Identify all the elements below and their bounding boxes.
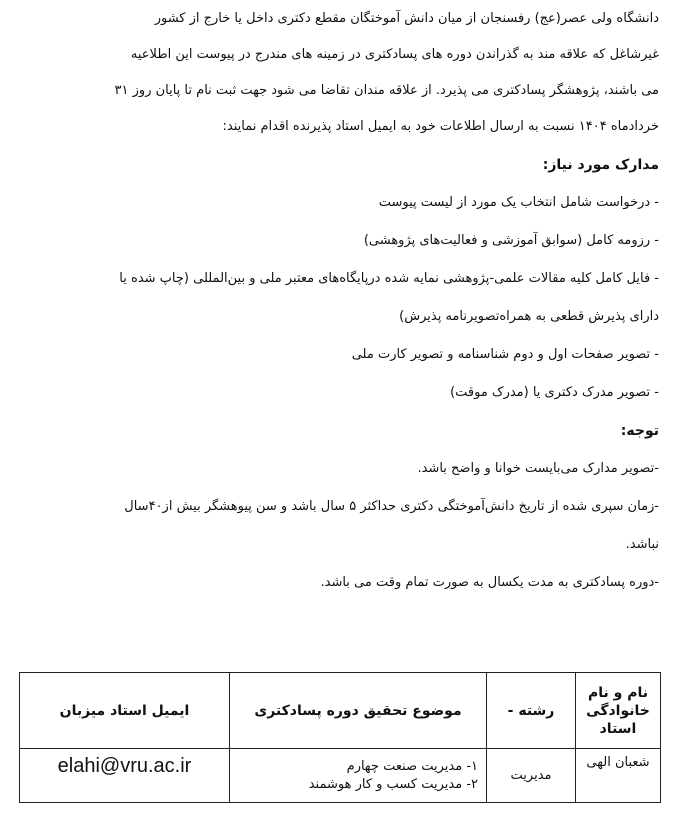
supervisor-field: مدیریت [487,749,576,803]
document-item: - درخواست شامل انتخاب یک مورد از لیست پیوست [378,195,659,210]
host-email-link[interactable]: elahi@vru.ac.ir [57,755,192,777]
note-item: -زمان سپری شده از تاریخ دانش‌آموختگی دکتری حداکثر ۵ سال باشد و سن پیوهشگر بیش از۴۰سال [124,499,659,514]
intro-line: خردادماه ۱۴۰۴ نسبت به ارسال اطلاعات خود به ایمیل استاد پذیرنده اقدام نمایند: [222,119,659,134]
documents-heading: مدارک مورد نیاز: [542,157,659,173]
note-item: نباشد. [625,537,659,552]
notes-heading: توجه: [620,423,659,439]
research-topics [230,749,487,803]
intro-line: می باشند، پژوهشگر پسادکتری می پذیرد. از علاقه مندان تقاضا می شود جهت ثبت نام تا پایان روز ۳۱ [114,83,659,98]
host-email-cell [20,749,230,803]
table-row [20,749,661,803]
header-email: ایمیل استاد میزبان [20,673,230,749]
document-item: - تصویر صفحات اول و دوم شناسنامه و تصویر کارت ملی [351,347,659,362]
header-topic: موضوع تحقیق دوره پسادکتری [230,673,487,749]
topic-item: ۱- مدیریت صنعت چهارم [346,758,478,774]
intro-line: دانشگاه ولی عصر(عج) رفسنجان از میان دانش آموختگان مقطع دکتری داخل یا خارج از کشور [154,11,659,26]
note-item: -دوره پسادکتری به مدت یکسال به صورت تمام وقت می باشد. [320,575,659,590]
document-item: - رزومه کامل (سوابق آموزشی و فعالیت‌های پژوهشی) [363,233,659,248]
topic-item: ۲- مدیریت کسب و کار هوشمند [308,776,478,792]
supervisor-table [19,672,661,803]
document-item: - تصویر مدرک دکتری یا (مدرک موقت) [450,385,659,400]
header-name: نام و نام خانوادگی استاد [576,673,661,749]
note-item: -تصویر مدارک می‌بایست خوانا و واضح باشد. [417,461,659,476]
intro-line: غیرشاغل که علاقه مند به گذراندن دوره های پسادکتری در زمینه های مندرج در پیوست این اطلاعیه [130,47,659,62]
table-header-row [20,673,661,749]
header-field: رشته - [487,673,576,749]
document-item: دارای پذیرش قطعی به همراه‌تصویرنامه پذیرش) [399,309,659,324]
supervisor-name: شعبان الهی [576,749,661,803]
document-item: - فایل کامل کلیه مقالات علمی-پژوهشی نمایه شده درپایگاه‌های معتبر ملی و بین‌المللی (چاپ شده یا [119,271,659,286]
